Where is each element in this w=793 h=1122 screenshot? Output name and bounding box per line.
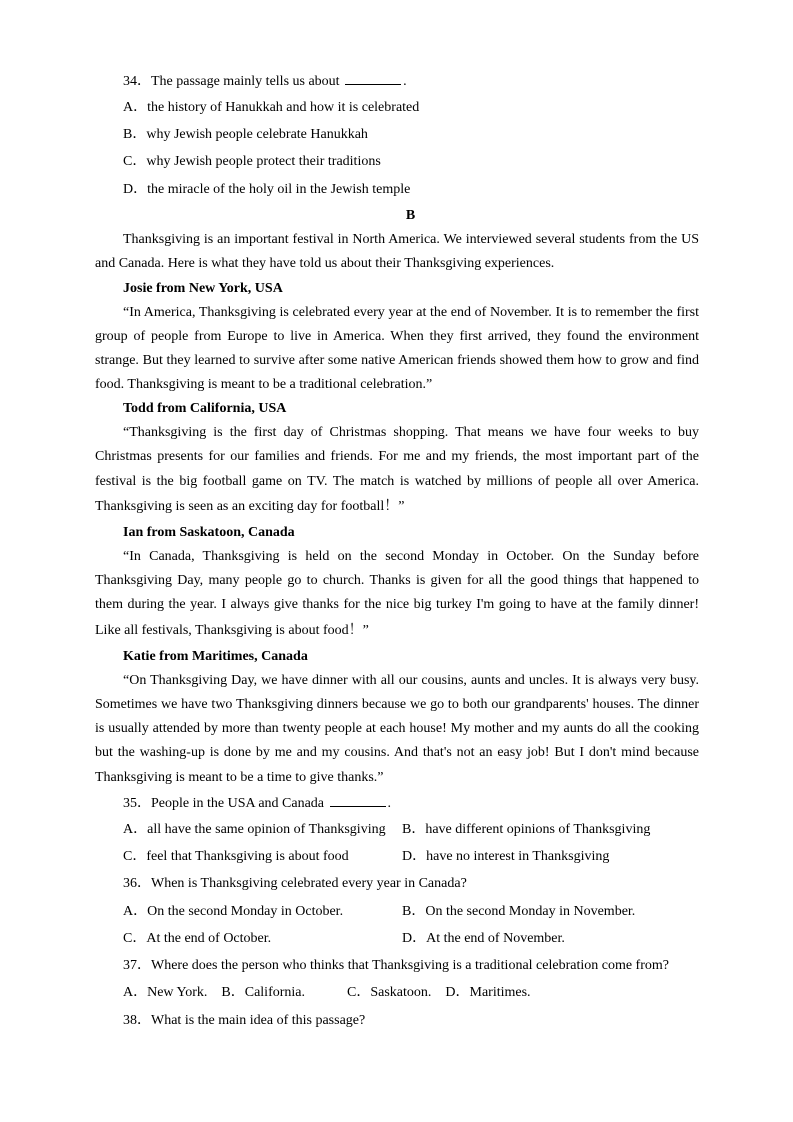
speaker-name-todd: Todd from California, USA [123,401,287,416]
question-36-option-c: C．At the end of October. [123,931,272,946]
question-37-options: A．New York. B．California. C．Saskatoon. D．Maritimes. [123,985,531,1000]
question-36-option-a: A．On the second Monday in October. [123,904,344,919]
question-35-stem [123,794,391,813]
question-37-stem: 37．Where does the person who thinks that Thanksgiving is a traditional celebration come from? [123,958,669,973]
speaker-ian-line-1: “In Canada, Thanksgiving is held on the second Monday in October. On the Sunday before [123,549,699,564]
speaker-josie-line-4: food. Thanksgiving is meant to be a traditional celebration.” [95,377,433,392]
question-36-stem: 36．When is Thanksgiving celebrated every year in Canada? [123,876,467,891]
speaker-ian-line-2: Thanksgiving Day, many people go to church. Thanks is given for all the good things that happened to [95,573,699,588]
speaker-katie-line-4: but the washing-up is done by me and my cousins. And that's not an easy job! But I don't mind because [95,745,699,760]
answer-blank [330,794,386,807]
speaker-ian-line-4: Like all festivals, Thanksgiving is about food！” [95,623,369,638]
question-34-text: 34．The passage mainly tells us about [123,74,344,89]
question-35-option-c: C．feel that Thanksgiving is about food [123,849,349,864]
speaker-todd-line-2: Christmas presents for our families and friends. For me and my friends, the most important part of the [95,449,699,464]
speaker-ian-line-3: them during the year. I always give thanks for the nice big turkey I'm going to have at the family dinner! [95,597,699,612]
question-35-end: . [387,796,392,811]
question-34-option-c: C．why Jewish people protect their traditions [123,154,381,169]
question-34-option-d: D．the miracle of the holy oil in the Jewish temple [123,182,411,197]
question-35-option-b: B．have different opinions of Thanksgiving [402,822,651,837]
question-35-text: 35．People in the USA and Canada [123,796,328,811]
speaker-katie-line-3: is usually attended by more than twenty people at each house! My mother and my aunts do all the cooking [95,721,699,736]
question-36-option-d: D．At the end of November. [402,931,565,946]
question-36-option-b: B．On the second Monday in November. [402,904,636,919]
question-34-stem [123,72,407,91]
speaker-name-ian: Ian from Saskatoon, Canada [123,525,295,540]
speaker-katie-line-5: Thanksgiving is meant to be a time to give thanks.” [95,770,384,785]
question-34-end: . [403,74,407,89]
question-35-option-d: D．have no interest in Thanksgiving [402,849,610,864]
speaker-name-josie: Josie from New York, USA [123,281,283,296]
speaker-name-katie: Katie from Maritimes, Canada [123,649,308,664]
question-38-stem: 38．What is the main idea of this passage? [123,1013,366,1028]
speaker-josie-line-3: strange. But they learned to survive after some native American friends showed them how to grow and find [95,353,699,368]
question-34-option-a: A．the history of Hanukkah and how it is celebrated [123,100,420,115]
speaker-todd-line-3: festival is the big football game on TV. The match is watched by millions of people all over America. [95,474,699,489]
section-b-heading: B [405,208,416,223]
speaker-josie-line-1: “In America, Thanksgiving is celebrated every year at the end of November. It is to remember the first [123,305,699,320]
question-35-option-a: A．all have the same opinion of Thanksgiving [123,822,386,837]
intro-line-1: Thanksgiving is an important festival in North America. We interviewed several students from the US [123,232,699,247]
intro-line-2: and Canada. Here is what they have told us about their Thanksgiving experiences. [95,256,555,271]
speaker-katie-line-1: “On Thanksgiving Day, we have dinner with all our cousins, aunts and uncles. It is always very busy. [123,673,699,688]
speaker-katie-line-2: Sometimes we have two Thanksgiving dinners because we go to both our grandparents' houses. The dinner [95,697,699,712]
speaker-josie-line-2: group of people from Europe to live in America. When they first arrived, they found the environment [95,329,699,344]
speaker-todd-line-4: Thanksgiving is seen as an exciting day for football！” [95,499,405,514]
question-34-option-b: B．why Jewish people celebrate Hanukkah [123,127,368,142]
answer-blank [345,72,401,85]
speaker-todd-line-1: “Thanksgiving is the first day of Christmas shopping. That means we have four weeks to buy [123,425,699,440]
